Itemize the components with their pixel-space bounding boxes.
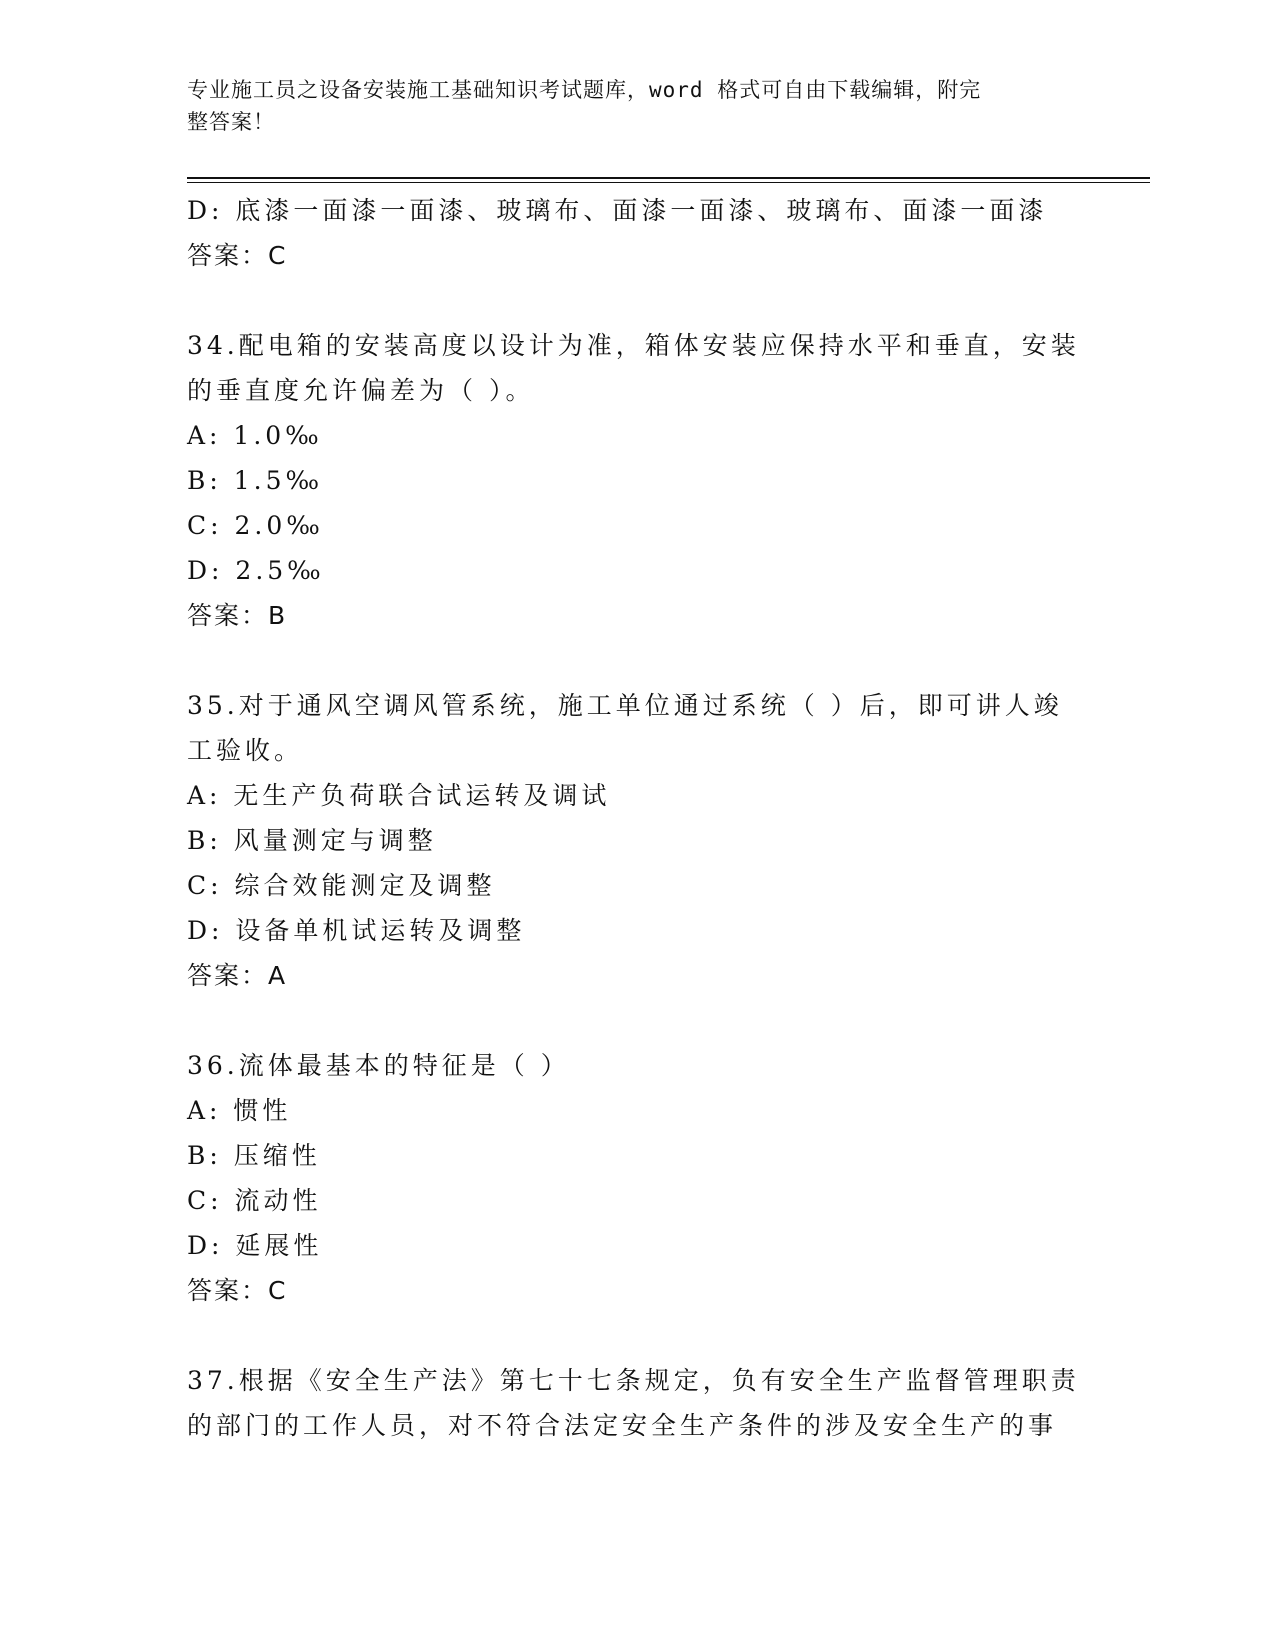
question-36-option-b: B: 压缩性 [187, 1141, 321, 1170]
question-36 [187, 1043, 1087, 1313]
carryover-option-d: D: 底漆一面漆一面漆、玻璃布、面漆一面漆、玻璃布、面漆一面漆 [187, 196, 1048, 225]
header-line-1: 专业施工员之设备安装施工基础知识考试题库，word 格式可自由下载编辑，附完 [187, 78, 982, 102]
question-34-stem-line-2: 的垂直度允许偏差为（ ）。 [187, 376, 535, 405]
spacer [187, 998, 1087, 1043]
question-35-option-c: C: 综合效能测定及调整 [187, 871, 496, 900]
question-35-option-b: B: 风量测定与调整 [187, 826, 437, 855]
question-34-stem-line-1: 34.配电箱的安装高度以设计为准，箱体安装应保持水平和垂直，安装 [187, 331, 1080, 360]
header-divider-thick [187, 177, 1150, 179]
carryover-block [187, 188, 1087, 278]
question-35 [187, 683, 1087, 998]
question-37-stem-line-1: 37.根据《安全生产法》第七十七条规定，负有安全生产监督管理职责 [187, 1366, 1080, 1395]
page-header [187, 74, 1067, 138]
question-36-option-d: D: 延展性 [187, 1231, 323, 1260]
question-37-stem-line-2: 的部门的工作人员，对不符合法定安全生产条件的涉及安全生产的事 [187, 1411, 1058, 1440]
question-34 [187, 323, 1087, 638]
question-36-answer: 答案：C [187, 1276, 288, 1305]
question-37 [187, 1358, 1087, 1448]
question-34-answer: 答案：B [187, 601, 288, 630]
question-34-option-b: B: 1.5‰ [187, 466, 324, 495]
question-35-option-d: D: 设备单机试运转及调整 [187, 916, 526, 945]
spacer [187, 638, 1087, 683]
header-divider-thin [187, 182, 1150, 183]
question-35-stem-line-2: 工验收。 [187, 736, 304, 765]
carryover-answer: 答案：C [187, 241, 288, 270]
question-34-option-d: D: 2.5‰ [187, 556, 325, 585]
question-36-option-c: C: 流动性 [187, 1186, 322, 1215]
question-36-option-a: A: 惯性 [187, 1096, 292, 1125]
question-list [187, 188, 1087, 1448]
question-34-option-a: A: 1.0‰ [187, 421, 323, 450]
spacer [187, 1313, 1087, 1358]
spacer [187, 278, 1087, 323]
question-35-stem-line-1: 35.对于通风空调风管系统，施工单位通过系统（ ）后，即可讲人竣 [187, 691, 1063, 720]
question-35-option-a: A: 无生产负荷联合试运转及调试 [187, 781, 611, 810]
question-36-stem-line-1: 36.流体最基本的特征是（ ） [187, 1051, 570, 1080]
question-35-answer: 答案：A [187, 961, 288, 990]
question-34-option-c: C: 2.0‰ [187, 511, 324, 540]
header-line-2: 整答案！ [187, 110, 275, 134]
